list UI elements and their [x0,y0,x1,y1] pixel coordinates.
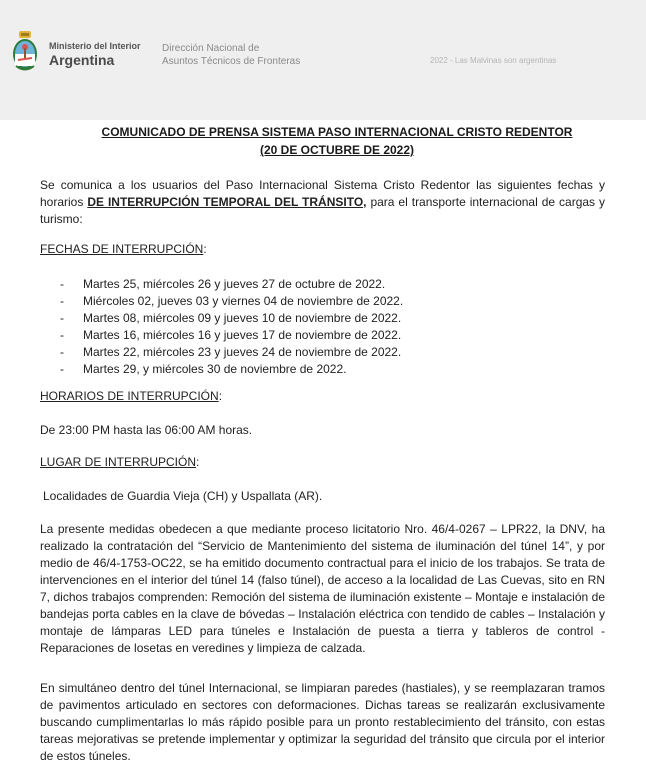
date-text: Miércoles 02, jueves 03 y viernes 04 de noviembre de 2022. [83,294,404,308]
bullet-dash: - [60,345,64,359]
header-motto: 2022 - Las Malvinas son argentinas [430,56,557,65]
site-header [0,0,646,120]
dates-heading-text: FECHAS DE INTERRUPCIÓN [40,242,204,256]
list-item [60,361,403,378]
body-paragraph-1: La presente medidas obedecen a que mediante proceso licitatorio Nro. 46/4-0267 – LPR22, la DNV, ha realizado la contratación del “Servicio de Mantenimiento del sistema de iluminación del túnel 14”, y por medio de 46/4-1753-OC22, se ha emitido documento contractual para el inicio de los trabajos. Se trata de intervenciones en el interior del túnel 14 (falso túnel), de acceso a la localidad de Las Cuevas, sito en RN 7, dichos trabajos comprenden: Remoción del sistema de iluminación existente – Montaje e instalación de bandejas porta cables en la clave de bóvedas – Instalación eléctrica con tendido de cables – Instalación y montaje de lámparas LED para túneles e Instalación de puesta a tierra y tableros de control - Reparaciones de losetas en veredines y limpieza de calzada. [40,522,605,655]
list-item [60,344,403,361]
date-text: Martes 29, y miércoles 30 de noviembre de 2022. [83,362,347,376]
body-paragraph-2: En simultáneo dentro del túnel Internacional, se limpiaran paredes (hastiales), y se reemplazaran tramos de pavimentos articulado en sectores con deformaciones. Dichas tareas se realizarán exclusivamente buscando cumplimentarlas lo más rápido posible para un pronto restablecimiento del tránsito, con estas tareas mejorativas se pretende implementar y optimizar la seguridad del tránsito que circula por el interior de estos túneles. [40,681,605,763]
department-line-1: Dirección Nacional de [162,43,260,54]
intro-emphasis: DE INTERRUPCIÓN TEMPORAL DEL TRÁNSITO, [87,195,367,209]
bullet-dash: - [60,277,64,291]
place-text: Localidades de Guardia Vieja (CH) y Uspallata (AR). [43,489,323,503]
ministry-name: Ministerio del Interior [49,41,141,51]
document-title: COMUNICADO DE PRENSA SISTEMA PASO INTERNACIONAL CRISTO REDENTOR [101,125,573,139]
colon: : [196,455,200,469]
place-heading-text: LUGAR DE INTERRUPCIÓN [40,455,197,469]
date-text: Martes 22, miércoles 23 y jueves 24 de noviembre de 2022. [83,345,402,359]
colon: : [218,389,223,403]
bullet-dash: - [60,328,64,342]
intro-text-1: Se comunica a los usuarios del Paso Internacional Sistema Cristo Redentor las siguientes fechas y horarios [40,178,605,209]
document-date: (20 DE OCTUBRE DE 2022) [259,143,415,157]
hours-heading [40,388,605,405]
list-item [60,293,403,310]
colon: : [203,242,207,256]
bullet-dash: - [60,311,64,325]
intro-paragraph [40,177,605,228]
argentina-coat-of-arms-icon [12,30,38,74]
place-heading [40,454,605,471]
date-text: Martes 25, miércoles 26 y jueves 27 de octubre de 2022. [83,277,386,291]
dates-list [60,276,403,378]
date-text: Martes 08, miércoles 09 y jueves 10 de noviembre de 2022. [83,311,402,325]
dates-heading [40,241,605,258]
press-release-document [0,120,646,767]
country-name: Argentina [49,52,115,68]
list-item [60,310,403,327]
bullet-dash: - [60,362,64,376]
intro-text-2: para el transporte internacional de cargas y turismo: [40,195,606,226]
bullet-dash: - [60,294,64,308]
hours-heading-text: HORARIOS DE INTERRUPCIÓN [40,389,219,403]
department-line-2: Asuntos Técnicos de Fronteras [162,56,301,67]
list-item [60,327,403,344]
list-item [60,276,403,293]
hours-text: De 23:00 PM hasta las 06:00 AM horas. [40,423,253,437]
department-name [162,42,300,68]
ministry-logo-text [49,41,141,68]
date-text: Martes 16, miércoles 16 y jueves 17 de noviembre de 2022. [83,328,402,342]
